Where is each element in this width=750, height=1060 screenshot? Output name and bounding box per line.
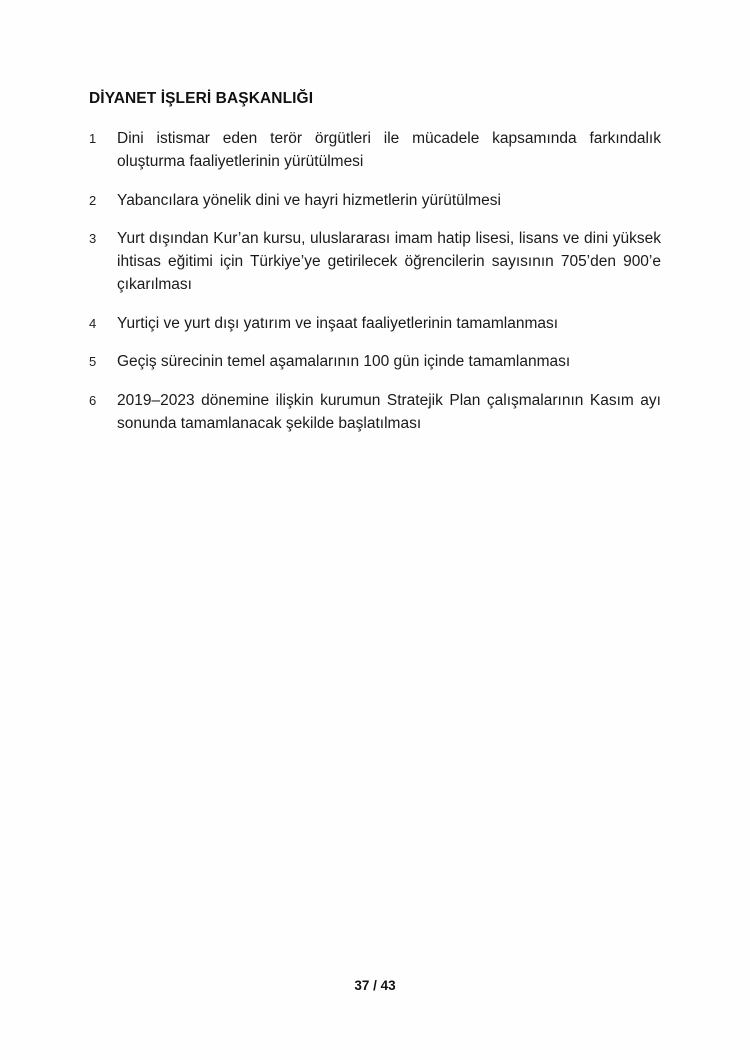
section-heading: DİYANET İŞLERİ BAŞKANLIĞI: [89, 90, 314, 107]
item-number: 5: [89, 354, 97, 369]
list-item: [89, 189, 661, 212]
page-number: 37 / 43: [354, 978, 396, 993]
item-text: Geçiş sürecinin temel aşamalarının 100 gün içinde tamamlanması: [117, 353, 571, 370]
list-item: [89, 312, 661, 335]
item-text: Yabancılara yönelik dini ve hayri hizmetlerin yürütülmesi: [117, 191, 501, 209]
item-text: 2019–2023 dönemine ilişkin kurumun Stratejik Plan çalışmalarının Kasım ayı sonunda tamamlanacak şekilde başlatılması: [117, 391, 661, 432]
list-item: [89, 350, 661, 373]
action-item-list: [89, 127, 661, 450]
list-item: [89, 389, 661, 435]
item-number: 4: [89, 315, 97, 331]
item-text: Yurtiçi ve yurt dışı yatırım ve inşaat faaliyetlerinin tamamlanması: [117, 314, 559, 332]
item-number: 2: [89, 192, 97, 208]
list-item: [89, 127, 661, 173]
list-item: [89, 227, 661, 296]
item-number: 1: [89, 131, 97, 146]
item-number: 6: [89, 392, 97, 408]
item-number: 3: [89, 231, 97, 246]
item-text: Yurt dışından Kur’an kursu, uluslararası imam hatip lisesi, lisans ve dini yüksek ihtisas eğitimi için Türkiye’ye getirilecek öğrencilerin sayısının 705’den 900’e çıkarılması: [117, 230, 661, 293]
item-text: Dini istismar eden terör örgütleri ile mücadele kapsamında farkındalık oluşturma faaliyetlerinin yürütülmesi: [117, 130, 661, 170]
